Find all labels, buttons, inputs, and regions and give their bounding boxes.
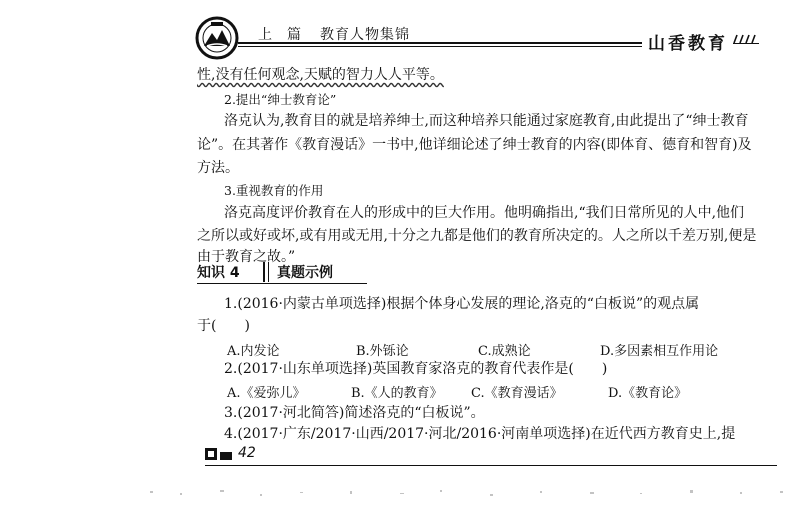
q2-option-d: D.《教育论》: [608, 386, 688, 401]
section-heading: [258, 24, 410, 44]
q2-option-b: B.《人的教育》: [351, 386, 443, 401]
header-rule: [238, 42, 642, 44]
heading-divider: [263, 262, 269, 282]
knowledge-label: 知识 4: [197, 265, 240, 281]
q2-option-a: A.《爱弥儿》: [227, 386, 306, 401]
brand-ornament-icon: [733, 34, 759, 44]
paragraph-line: 方法。: [197, 160, 239, 176]
q1-option-b: B.外铄论: [356, 344, 409, 359]
paragraph-line: 洛克认为,教育目的就是培养绅士,而这种培养只能通过家庭教育,由此提出了“绅士教育: [224, 113, 749, 129]
paragraph-line: 洛克高度评价教育在人的形成中的巨大作用。他明确指出,“我们日常所见的人中,他们: [224, 205, 745, 221]
chapter-title: 教育人物集锦: [320, 27, 410, 43]
paragraph-line: 性,没有任何观念,天赋的智力人人平等。: [197, 67, 444, 83]
question-4: 4.(2017·广东/2017·山西/2017·河北/2016·河南单项选择)在近代西方教育史上,提: [224, 426, 736, 442]
scan-noise: [140, 486, 800, 500]
question-1-blank: 于( ): [197, 318, 250, 334]
knowledge-title: 真题示例: [277, 265, 333, 281]
logo-icon: [195, 16, 239, 60]
question-1: 1.(2016·内蒙古单项选择)根据个体身心发展的理论,洛克的“白板说”的观点属: [224, 296, 700, 312]
section-label: 上: [258, 27, 273, 43]
q1-option-d: D.多因素相互作用论: [600, 344, 719, 359]
header-rule-thin: [238, 46, 642, 47]
paragraph-line: 之所以或好或坏,或有用或无用,十分之九都是他们的教育所决定的。人之所以千差万别,便是: [197, 228, 757, 244]
paragraph-line: 由于教育之故。”: [197, 249, 296, 265]
subheading-3: 3.重视教育的作用: [224, 183, 324, 198]
page-number: 42: [238, 445, 256, 461]
q2-option-c: C.《教育漫话》: [471, 386, 563, 401]
part-label: 篇: [287, 27, 302, 43]
paragraph-line: 论”。在其著作《教育漫话》一书中,他详细论述了绅士教育的内容(即体育、德育和智育)及: [197, 137, 752, 153]
q1-option-c: C.成熟论: [478, 344, 531, 359]
footer-rule: [205, 465, 777, 466]
question-2: 2.(2017·山东单项选择)英国教育家洛克的教育代表作是( ): [224, 361, 608, 377]
page-marker-icon: [205, 446, 233, 462]
knowledge-heading: [197, 262, 771, 284]
q1-option-a: A.内发论: [227, 344, 280, 359]
brand-name: 山香教育: [648, 34, 728, 54]
subheading-2: 2.提出“绅士教育论”: [224, 92, 337, 107]
question-3: 3.(2017·河北简答)简述洛克的“白板说”。: [224, 405, 485, 421]
heading-rule: [197, 283, 367, 284]
